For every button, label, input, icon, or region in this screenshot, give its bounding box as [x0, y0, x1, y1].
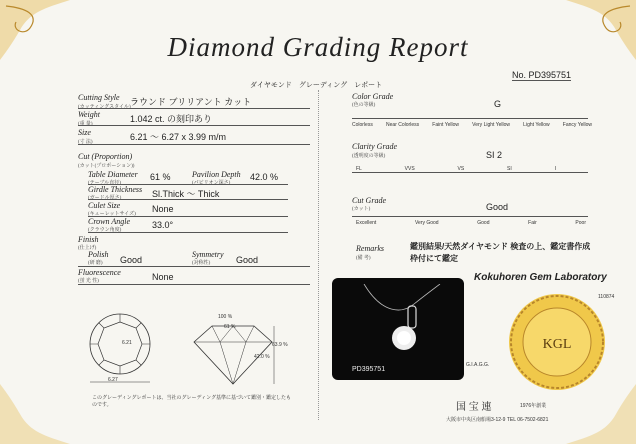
column-divider	[318, 90, 319, 420]
divider-line	[78, 108, 310, 109]
weight-label: Weight	[78, 110, 100, 119]
polish-value: Good	[120, 255, 143, 265]
pavilion-depth-value: 42.0 %	[250, 172, 279, 182]
polish-sub: (研 磨)	[88, 261, 103, 266]
table-pct-label: 100 %	[218, 314, 233, 320]
cutting-style-label: Cutting Style	[78, 93, 120, 102]
crown-angle-label: Crown Angle	[88, 217, 131, 226]
cut-proportion-sub: (カット(プロポーション))	[78, 164, 135, 169]
color-grade-label: Color Grade	[352, 92, 394, 101]
clarity-scale-line	[352, 172, 588, 173]
lab-name: Kokuhoren Gem Laboratory	[474, 272, 607, 283]
cut-scale-item: Good	[477, 220, 490, 226]
remarks-line1: 鑑別結果/天然ダイヤモンド 検査の上、鑑定書作成	[410, 242, 591, 251]
diamond-photo	[332, 278, 464, 380]
diameter1-value: 6.21	[122, 340, 132, 346]
crown-angle-value: 33.0°	[152, 220, 174, 230]
report-number: No. PD395751	[512, 70, 572, 80]
crown-angle-sub: (クラウン角度)	[88, 228, 122, 233]
depth-total-label: 63.9 %	[272, 342, 288, 348]
size-label: Size	[78, 128, 91, 137]
cut-grade-sub: (カット)	[352, 207, 371, 212]
girdle-value: Sl.Thick ～ Thick	[152, 189, 220, 199]
clarity-grade-sub: (透明度の等級)	[352, 154, 386, 159]
color-scale-item: Light Yellow	[523, 122, 550, 128]
photo-id: PD395751	[352, 366, 386, 373]
cut-scale-item: Very Good	[414, 220, 439, 226]
culet-label: Culet Size	[88, 201, 121, 210]
address: 大阪市中央区南船場3-12-9 TEL 06-7502-6821	[446, 417, 549, 423]
symmetry-sub: (対称性)	[192, 261, 211, 266]
symmetry-label: Symmetry	[192, 250, 224, 259]
size-value: 6.21 ～ 6.27 x 3.99 m/m	[130, 132, 227, 142]
color-scale	[352, 122, 592, 128]
girdle-label: Girdle Thickness	[88, 185, 143, 194]
cutting-style-sub: (カッティングスタイル)	[78, 105, 131, 110]
cut-grade-value: Good	[486, 202, 509, 212]
cut-scale-item: Excellent	[356, 220, 377, 226]
cut-scale-item: Poor	[575, 220, 586, 226]
color-scale-item: Very Light Yellow	[472, 122, 510, 128]
clarity-grade-label: Clarity Grade	[352, 142, 398, 151]
color-grade-sub: (色の等級)	[352, 103, 376, 108]
size-sub: (寸 法)	[78, 140, 93, 145]
kgl-seal-icon	[505, 290, 609, 394]
page-title: Diamond Grading Report	[167, 32, 469, 62]
cut-proportion-label: Cut (Proportion)	[78, 152, 133, 161]
cut-scale	[356, 220, 586, 226]
remarks-sub: (備 考)	[356, 256, 371, 261]
symmetry-value: Good	[236, 255, 259, 265]
pendant-icon	[362, 284, 442, 374]
established: 1976年創業	[520, 403, 547, 409]
clarity-grade-value: SI 2	[486, 150, 503, 160]
cut-scale-item: Fair	[528, 220, 537, 226]
color-scale-item: Near Colorless	[386, 122, 420, 128]
finish-sub: (仕上げ)	[78, 246, 97, 251]
fluorescence-sub: (蛍 光 性)	[78, 279, 99, 284]
color-scale-item: Faint Yellow	[432, 122, 459, 128]
weight-sub: (重 量)	[78, 122, 93, 127]
footnote: このグレーディングレポートは、当社のグレーディング基準に基づいて鑑別・鑑定したものです。	[92, 395, 292, 408]
diamond-top-view-diagram	[84, 310, 174, 388]
gia-text: G.I.A.G.G.	[466, 362, 490, 368]
pavilion-pct-label: 42.0 %	[254, 354, 270, 360]
clarity-scale	[356, 166, 556, 172]
clarity-scale-item: I	[554, 166, 556, 172]
divider-line	[78, 125, 310, 126]
color-scale-item: Fancy Yellow	[562, 122, 592, 128]
fluorescence-label: Fluorescence	[78, 268, 121, 277]
remarks-label: Remarks	[356, 244, 384, 253]
divider-line	[88, 199, 288, 200]
color-scale-item: Colorless	[352, 122, 373, 128]
girdle-sub: (ガードル厚さ)	[88, 196, 122, 201]
table-diameter-sub: (テーブル直径)	[88, 181, 121, 186]
clarity-scale-item: SI	[507, 166, 512, 172]
color-scale-line	[352, 118, 588, 119]
divider-line	[78, 284, 310, 285]
org-name: 国 宝 連	[456, 402, 492, 413]
color-grade-value: G	[494, 99, 502, 109]
culet-value: None	[152, 204, 174, 214]
finish-label: Finish	[78, 235, 99, 244]
divider-line	[78, 266, 310, 267]
seal-code: 110874	[598, 294, 615, 300]
title-jp: ダイヤモンド グレーディング レポート	[250, 81, 383, 89]
clarity-scale-item: VVS	[404, 166, 415, 172]
clarity-scale-item: VS	[457, 166, 465, 172]
diameter2-value: 6.27	[108, 377, 118, 383]
fluorescence-value: None	[152, 272, 174, 282]
table-val-label: 61 %	[224, 324, 236, 330]
culet-sub: (キューレットサイズ)	[88, 212, 136, 217]
weight-value: 1.042 ct. の刻印あり	[130, 114, 213, 124]
seal-text: KGL	[542, 337, 572, 352]
table-diameter-label: Table Diameter	[88, 170, 138, 179]
cut-scale-line	[352, 216, 588, 217]
clarity-scale-item: FL	[356, 166, 362, 172]
cutting-style-value: ラウンド ブリリアント カット	[130, 97, 252, 107]
cut-grade-label: Cut Grade	[352, 196, 386, 205]
remarks-line2: 枠付にて鑑定	[410, 254, 458, 263]
ornament-corner-icon	[0, 384, 70, 444]
pavilion-depth-label: Pavilion Depth	[192, 170, 241, 179]
table-diameter-value: 61 %	[150, 172, 171, 182]
polish-label: Polish	[88, 250, 109, 259]
divider-line	[88, 232, 288, 233]
divider-line	[78, 144, 310, 145]
pavilion-depth-sub: (パビリオン深さ)	[192, 181, 231, 186]
